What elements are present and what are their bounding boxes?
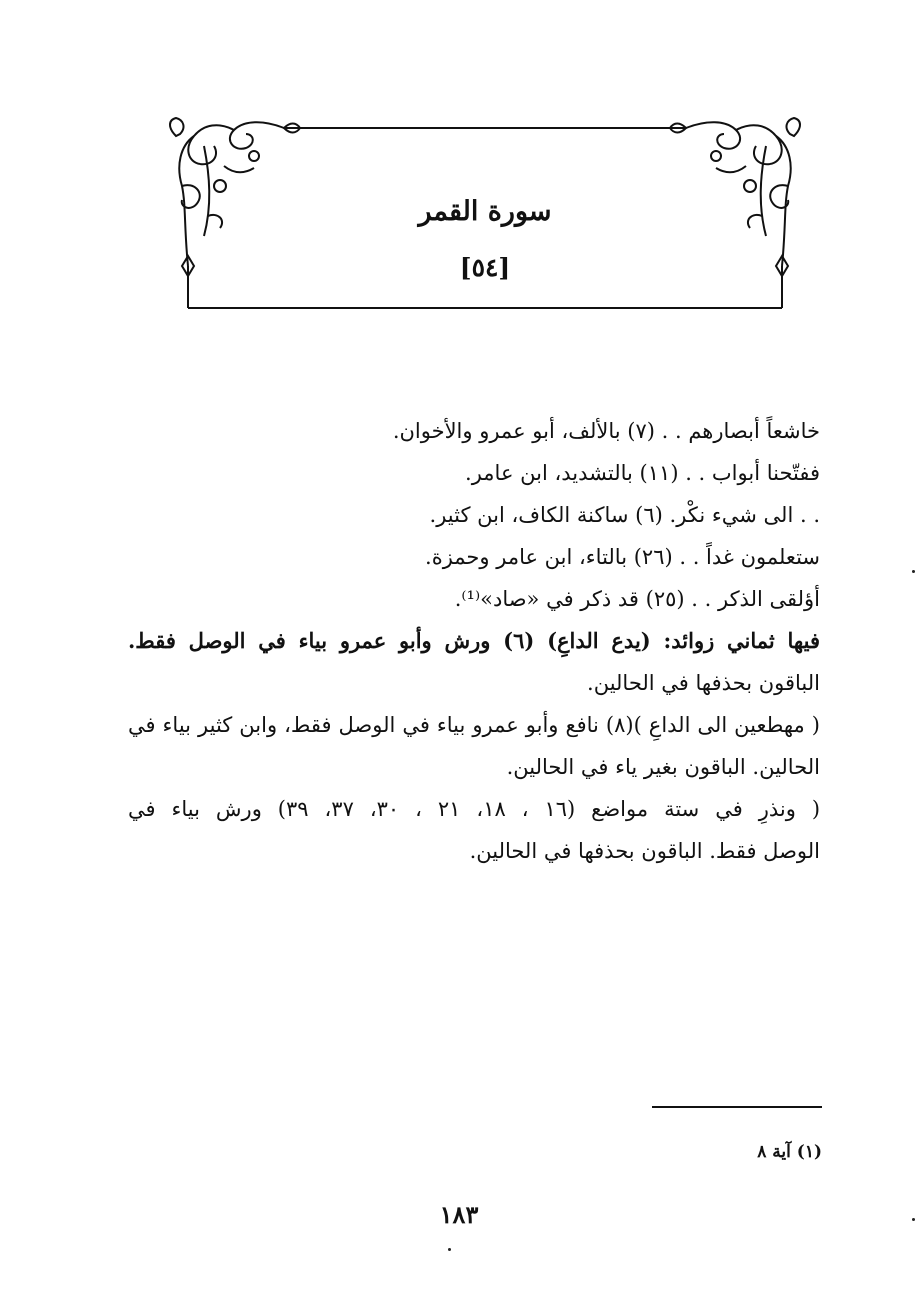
page-number: ١٨٣ (439, 1200, 479, 1229)
footnote: (١) آية ٨ (757, 1142, 822, 1162)
scan-speck (912, 1218, 915, 1221)
surah-number: [٥٤] (459, 253, 511, 282)
text-line: ( ونذرِ في ستة مواضع (١٦ ، ١٨، ٢١ ، ٣٠، ٣٧، ٣٩) ورش بياء في (128, 797, 821, 821)
text-line: الباقون بحذفها في الحالين. (587, 671, 820, 695)
main-text (128, 410, 820, 872)
text-line: ففتّحنا أبواب . . (١١) بالتشديد، ابن عامر. (465, 461, 820, 485)
text-line: ستعلمون غداً . . (٢٦) بالتاء، ابن عامر وحمزة. (425, 545, 820, 569)
surah-title: سورة القمر (418, 196, 552, 227)
text-line: الحالين. الباقون بغير ياء في الحالين. (506, 755, 820, 779)
text-line: ( مهطعين الى الداعِ )(٨) نافع وأبو عمرو بياء في الوصل فقط، وابن كثير بياء في (128, 713, 820, 737)
text-line: . . الى شيء نكْر. (٦) ساكنة الكاف، ابن كثير. (429, 503, 820, 527)
text-line: خاشعاً أبصارهم . . (٧) بالألف، أبو عمرو والأخوان. (392, 419, 820, 443)
text-line: فيها ثماني زوائد: (يدع الداعِ) (٦) ورش وأبو عمرو بياء في الوصل فقط. (128, 628, 820, 653)
scan-speck (912, 570, 915, 573)
text-line: الوصل فقط. الباقون بحذفها في الحالين. (469, 839, 820, 863)
scan-speck (448, 1248, 451, 1251)
text-line: أؤلقى الذكر . . (٢٥) قد ذكر في «صاد»⁽¹⁾. (454, 587, 820, 611)
footnote-divider (652, 1106, 822, 1108)
